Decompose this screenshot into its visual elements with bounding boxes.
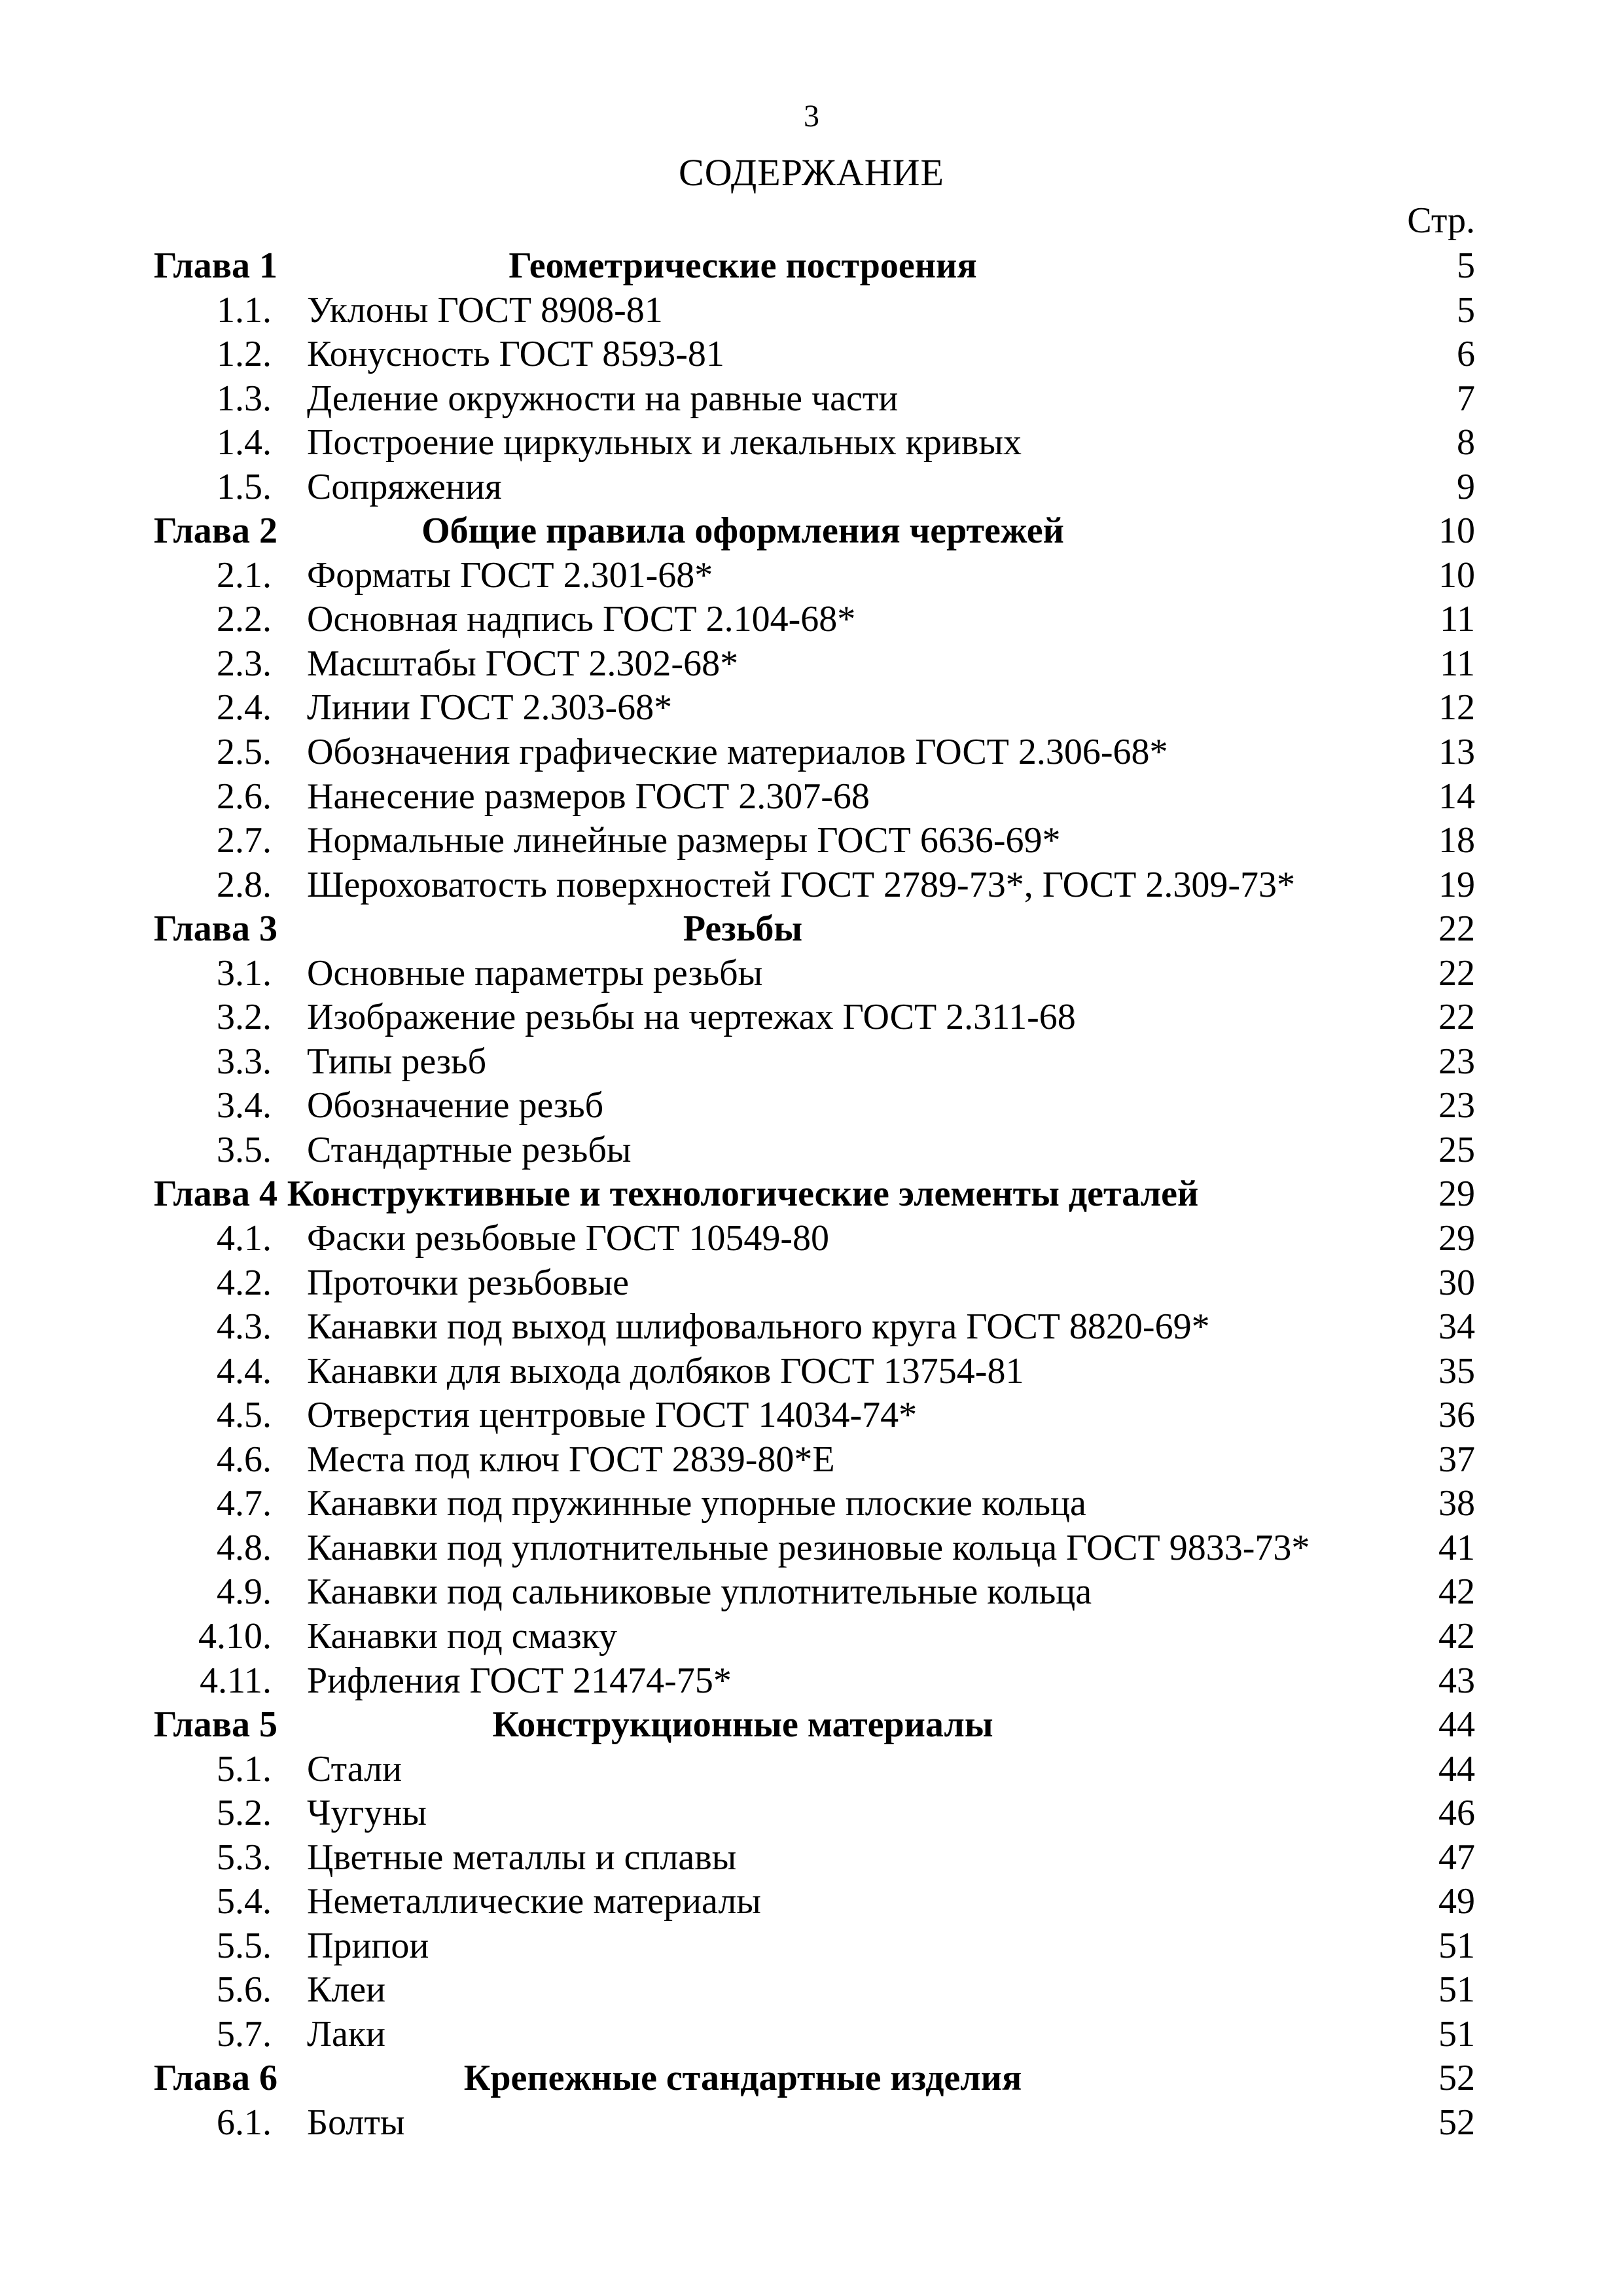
- toc-chapter-row: [154, 509, 1475, 554]
- toc-entry-page: 44: [1438, 1704, 1475, 1746]
- toc-entry-page: 10: [1438, 554, 1475, 596]
- toc-section-row: [154, 1217, 1475, 1261]
- toc-entry-title: Лаки: [307, 2013, 386, 2054]
- toc-entry-page: 5: [1457, 245, 1475, 286]
- toc-entry-number: 5.4.: [217, 1881, 272, 1922]
- toc-entry-page: 18: [1438, 820, 1475, 861]
- toc-entry-page: 51: [1438, 2013, 1475, 2054]
- toc-entry-number: Глава 5: [154, 1704, 277, 1746]
- toc-entry-title: Канавки под сальниковые уплотнительные кольца: [307, 1571, 1092, 1613]
- toc-entry-page: 47: [1438, 1837, 1475, 1878]
- toc-section-row: [154, 465, 1475, 510]
- toc-section-row: [154, 730, 1475, 775]
- toc-entry-page: 23: [1438, 1085, 1475, 1126]
- toc-section-row: [154, 1924, 1475, 1969]
- toc-entry-title: Неметаллические материалы: [307, 1881, 761, 1922]
- toc-entry-title: Обозначения графические материалов ГОСТ 2.306-68*: [307, 732, 1168, 773]
- toc-entry-number: 3.1.: [217, 952, 272, 994]
- toc-entry-page: 46: [1438, 1793, 1475, 1834]
- toc-section-row: [154, 1880, 1475, 1924]
- toc-entry-title: Клеи: [307, 1969, 386, 2011]
- toc-section-row: [154, 863, 1475, 908]
- toc-entry-title: Чугуны: [307, 1793, 427, 1834]
- toc-section-row: [154, 289, 1475, 333]
- toc-entry-title: Уклоны ГОСТ 8908-81: [307, 289, 663, 331]
- toc-section-row: [154, 1128, 1475, 1173]
- toc-entry-page: 41: [1438, 1527, 1475, 1568]
- toc-section-row: [154, 1482, 1475, 1526]
- toc-entry-number: 3.2.: [217, 997, 272, 1038]
- toc-section-row: [154, 554, 1475, 598]
- toc-entry-number: 2.1.: [217, 554, 272, 596]
- toc-entry-page: 8: [1457, 422, 1475, 463]
- toc-entry-number: 4.8.: [217, 1527, 272, 1568]
- toc-entry-number: 5.1.: [217, 1748, 272, 1789]
- toc-entry-number: 5.3.: [217, 1837, 272, 1878]
- toc-entry-page: 25: [1438, 1129, 1475, 1170]
- toc-entry-number: 4.9.: [217, 1571, 272, 1613]
- toc-entry-number: 3.5.: [217, 1129, 272, 1170]
- toc-entry-number: 2.2.: [217, 599, 272, 640]
- toc-section-row: [154, 642, 1475, 687]
- toc-entry-page: 5: [1457, 289, 1475, 331]
- toc-entry-title: Проточки резьбовые: [307, 1262, 629, 1303]
- toc-entry-page: 13: [1438, 732, 1475, 773]
- toc-section-row: [154, 686, 1475, 730]
- toc-entry-title: Конструктивные и технологические элементы деталей: [287, 1174, 1199, 1215]
- toc-section-row: [154, 1791, 1475, 1836]
- toc-entry-page: 51: [1438, 1925, 1475, 1966]
- toc-entry-number: 6.1.: [217, 2102, 272, 2143]
- toc-entry-number: 4.10.: [198, 1615, 272, 1657]
- toc-entry-title: Канавки под пружинные упорные плоские кольца: [307, 1483, 1086, 1524]
- toc-entry-number: 4.4.: [217, 1350, 272, 1391]
- toc-entry-title: Припои: [307, 1925, 429, 1966]
- toc-chapter-row: [154, 1172, 1475, 1217]
- toc-chapter-row: [154, 907, 1475, 952]
- toc-entry-number: 2.4.: [217, 687, 272, 728]
- toc-entry-number: Глава 3: [154, 908, 277, 950]
- toc-entry-title: Стали: [307, 1748, 402, 1789]
- toc-entry-number: 1.4.: [217, 422, 272, 463]
- page-column-label: Стр.: [1407, 200, 1475, 241]
- toc-section-row: [154, 1261, 1475, 1306]
- toc-entry-page: 12: [1438, 687, 1475, 728]
- toc-entry-number: Глава 1: [154, 245, 277, 286]
- toc-entry-number: 4.7.: [217, 1483, 272, 1524]
- page-number: 3: [804, 99, 819, 134]
- toc-entry-title: Конструкционные материалы: [492, 1704, 993, 1746]
- toc-entry-page: 34: [1438, 1306, 1475, 1348]
- toc-section-row: [154, 1836, 1475, 1880]
- toc-chapter-row: [154, 2056, 1475, 2101]
- toc-entry-title: Конусность ГОСТ 8593-81: [307, 334, 724, 375]
- toc-entry-page: 19: [1438, 864, 1475, 905]
- toc-entry-title: Изображение резьбы на чертежах ГОСТ 2.311-68: [307, 997, 1076, 1038]
- toc-section-row: [154, 1570, 1475, 1615]
- toc-entry-title: Канавки под выход шлифовального круга ГОСТ 8820-69*: [307, 1306, 1210, 1348]
- toc-entry-title: Шероховатость поверхностей ГОСТ 2789-73*, ГОСТ 2.309-73*: [307, 864, 1296, 905]
- toc-section-row: [154, 1748, 1475, 1792]
- toc-entry-title: Болты: [307, 2102, 405, 2143]
- toc-entry-number: 5.2.: [217, 1793, 272, 1834]
- toc-entry-number: 4.1.: [217, 1218, 272, 1259]
- toc-entry-page: 22: [1438, 997, 1475, 1038]
- table-of-contents: [154, 244, 1475, 2145]
- toc-entry-page: 11: [1440, 643, 1475, 684]
- toc-section-row: [154, 1350, 1475, 1394]
- toc-entry-page: 42: [1438, 1571, 1475, 1613]
- toc-entry-title: Рифления ГОСТ 21474-75*: [307, 1660, 732, 1701]
- toc-entry-page: 43: [1438, 1660, 1475, 1701]
- toc-section-row: [154, 1305, 1475, 1350]
- toc-section-row: [154, 1968, 1475, 2013]
- toc-section-row: [154, 377, 1475, 422]
- toc-entry-number: 2.6.: [217, 776, 272, 817]
- toc-entry-page: 29: [1438, 1174, 1475, 1215]
- toc-entry-title: Линии ГОСТ 2.303-68*: [307, 687, 673, 728]
- toc-entry-page: 22: [1438, 908, 1475, 950]
- toc-entry-number: 5.7.: [217, 2013, 272, 2054]
- page-title: СОДЕРЖАНИЕ: [679, 151, 944, 194]
- toc-entry-page: 10: [1438, 511, 1475, 552]
- toc-entry-number: 1.1.: [217, 289, 272, 331]
- toc-entry-title: Отверстия центровые ГОСТ 14034-74*: [307, 1395, 918, 1436]
- toc-section-row: [154, 2101, 1475, 2145]
- toc-entry-page: 44: [1438, 1748, 1475, 1789]
- toc-entry-page: 9: [1457, 466, 1475, 507]
- toc-entry-title: Крепежные стандартные изделия: [463, 2058, 1022, 2099]
- toc-entry-number: 2.3.: [217, 643, 272, 684]
- toc-entry-page: 49: [1438, 1881, 1475, 1922]
- toc-entry-page: 37: [1438, 1439, 1475, 1480]
- toc-entry-title: Типы резьб: [307, 1041, 487, 1082]
- toc-entry-number: 2.7.: [217, 820, 272, 861]
- toc-section-row: [154, 2013, 1475, 2057]
- toc-entry-number: 4.2.: [217, 1262, 272, 1303]
- toc-entry-page: 11: [1440, 599, 1475, 640]
- toc-entry-number: 1.2.: [217, 334, 272, 375]
- toc-entry-number: Глава 6: [154, 2058, 277, 2099]
- toc-section-row: [154, 819, 1475, 863]
- toc-entry-number: Глава 2: [154, 511, 277, 552]
- toc-section-row: [154, 1084, 1475, 1128]
- toc-entry-number: 4.11.: [200, 1660, 272, 1701]
- toc-entry-number: Глава 4: [154, 1174, 277, 1215]
- toc-entry-title: Построение циркульных и лекальных кривых: [307, 422, 1022, 463]
- toc-entry-number: 5.5.: [217, 1925, 272, 1966]
- toc-section-row: [154, 952, 1475, 996]
- toc-entry-page: 30: [1438, 1262, 1475, 1303]
- toc-entry-title: Канавки для выхода долбяков ГОСТ 13754-81: [307, 1350, 1024, 1391]
- toc-entry-title: Нормальные линейные размеры ГОСТ 6636-69*: [307, 820, 1061, 861]
- toc-entry-title: Места под ключ ГОСТ 2839-80*Е: [307, 1439, 835, 1480]
- toc-entry-title: Геометрические построения: [508, 245, 977, 286]
- toc-entry-title: Деление окружности на равные части: [307, 378, 899, 419]
- toc-section-row: [154, 996, 1475, 1040]
- toc-entry-number: 4.5.: [217, 1395, 272, 1436]
- toc-entry-title: Фаски резьбовые ГОСТ 10549-80: [307, 1218, 830, 1259]
- toc-entry-title: Нанесение размеров ГОСТ 2.307-68: [307, 776, 870, 817]
- toc-section-row: [154, 1526, 1475, 1571]
- toc-entry-title: Стандартные резьбы: [307, 1129, 632, 1170]
- toc-entry-number: 2.5.: [217, 732, 272, 773]
- toc-entry-number: 1.5.: [217, 466, 272, 507]
- toc-section-row: [154, 598, 1475, 642]
- toc-entry-number: 3.3.: [217, 1041, 272, 1082]
- toc-entry-page: 14: [1438, 776, 1475, 817]
- toc-entry-page: 52: [1438, 2102, 1475, 2143]
- toc-section-row: [154, 1040, 1475, 1085]
- toc-entry-page: 52: [1438, 2058, 1475, 2099]
- toc-entry-title: Канавки под смазку: [307, 1615, 618, 1657]
- toc-entry-title: Основные параметры резьбы: [307, 952, 763, 994]
- toc-entry-page: 42: [1438, 1615, 1475, 1657]
- toc-entry-title: Канавки под уплотнительные резиновые кольца ГОСТ 9833-73*: [307, 1527, 1310, 1568]
- toc-entry-title: Форматы ГОСТ 2.301-68*: [307, 554, 713, 596]
- toc-entry-title: Обозначение резьб: [307, 1085, 604, 1126]
- toc-entry-number: 4.6.: [217, 1439, 272, 1480]
- toc-entry-page: 29: [1438, 1218, 1475, 1259]
- toc-entry-title: Резьбы: [683, 908, 803, 950]
- toc-chapter-row: [154, 1703, 1475, 1748]
- toc-entry-number: 4.3.: [217, 1306, 272, 1348]
- toc-entry-number: 2.8.: [217, 864, 272, 905]
- toc-entry-page: 6: [1457, 334, 1475, 375]
- toc-chapter-row: [154, 244, 1475, 289]
- toc-section-row: [154, 332, 1475, 377]
- toc-entry-title: Сопряжения: [307, 466, 502, 507]
- toc-entry-page: 22: [1438, 952, 1475, 994]
- toc-section-row: [154, 775, 1475, 819]
- toc-entry-page: 51: [1438, 1969, 1475, 2011]
- toc-entry-number: 1.3.: [217, 378, 272, 419]
- toc-entry-title: Цветные металлы и сплавы: [307, 1837, 737, 1878]
- toc-entry-page: 23: [1438, 1041, 1475, 1082]
- toc-section-row: [154, 1659, 1475, 1704]
- toc-entry-page: 35: [1438, 1350, 1475, 1391]
- toc-section-row: [154, 1438, 1475, 1482]
- toc-section-row: [154, 1615, 1475, 1659]
- toc-entry-page: 36: [1438, 1395, 1475, 1436]
- toc-entry-title: Общие правила оформления чертежей: [421, 511, 1064, 552]
- toc-entry-number: 3.4.: [217, 1085, 272, 1126]
- toc-entry-title: Масштабы ГОСТ 2.302-68*: [307, 643, 739, 684]
- toc-section-row: [154, 421, 1475, 465]
- toc-entry-title: Основная надпись ГОСТ 2.104-68*: [307, 599, 856, 640]
- toc-section-row: [154, 1393, 1475, 1438]
- toc-entry-number: 5.6.: [217, 1969, 272, 2011]
- toc-entry-page: 38: [1438, 1483, 1475, 1524]
- toc-entry-page: 7: [1457, 378, 1475, 419]
